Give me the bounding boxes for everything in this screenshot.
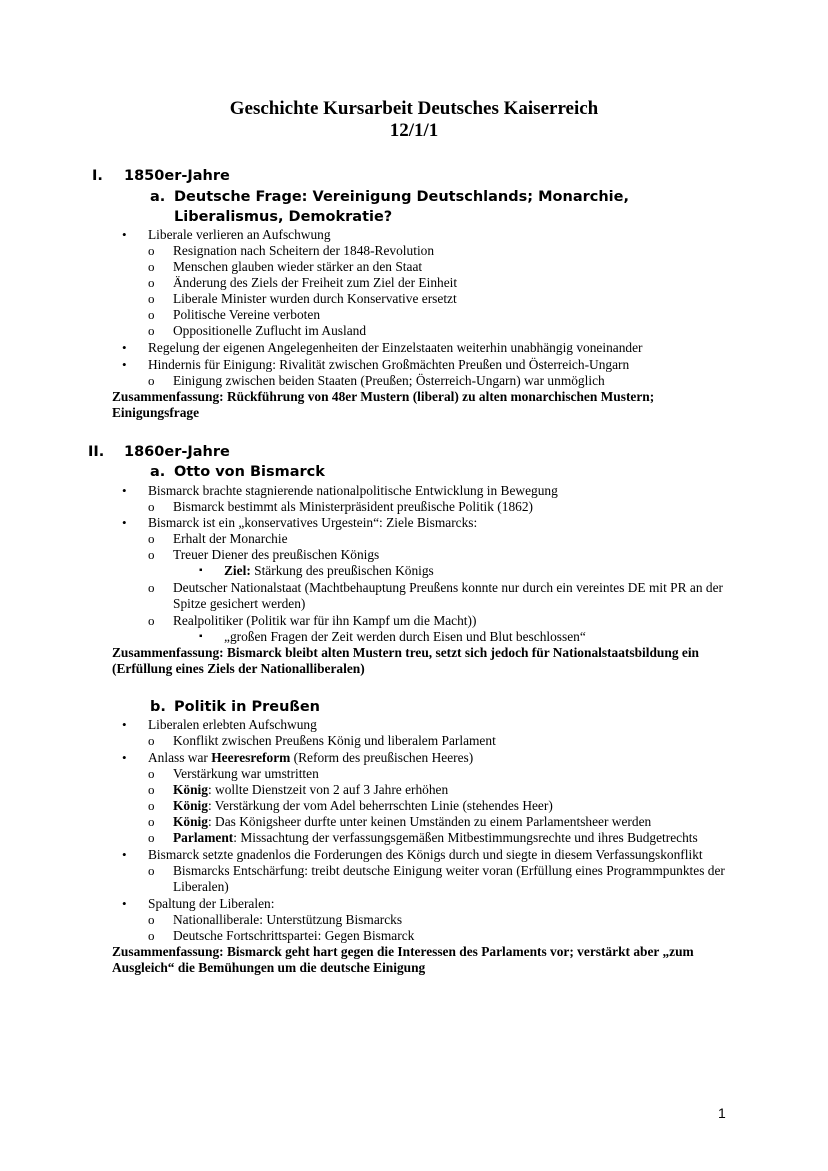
subsection-number: a. (150, 464, 166, 480)
summary-text: Zusammenfassung: Bismarck bleibt alten Mustern treu, setzt sich jedoch für Nationalstaatsbildung ein (Erfüllung eines Ziels der Nationalliberalen) (112, 645, 699, 676)
list-item: Erhalt der Monarchie (173, 531, 288, 546)
bullet-marker: o (148, 830, 155, 845)
keyword: König (173, 798, 208, 813)
section-title: 1850er-Jahre (124, 168, 230, 184)
anlass-suffix: (Reform des preußischen Heeres) (290, 750, 474, 765)
list-item: Spaltung der Liberalen: (148, 896, 275, 911)
section-number: II. (88, 444, 105, 460)
bullet-marker: o (148, 782, 155, 797)
anlass-keyword: Heeresreform (211, 750, 291, 765)
subsection-title: Otto von Bismarck (174, 464, 325, 480)
ziel-text: Stärkung des preußischen Königs (254, 563, 434, 578)
bullet-marker: • (122, 227, 127, 242)
bullet-marker: o (148, 613, 155, 628)
list-item: Oppositionelle Zuflucht im Ausland (173, 323, 367, 338)
item-text: : Verstärkung der vom Adel beherrschten Linie (stehendes Heer) (207, 798, 553, 813)
bullet-marker: o (148, 243, 155, 258)
bullet-marker: • (122, 750, 127, 765)
bullet-marker: • (122, 847, 127, 862)
bullet-marker: o (148, 323, 155, 338)
list-item: Treuer Diener des preußischen Königs (173, 547, 380, 562)
list-item: Nationalliberale: Unterstützung Bismarcks (173, 912, 403, 927)
bullet-marker: o (148, 275, 155, 290)
keyword: König (173, 814, 208, 829)
title-line-2: 12/1/1 (389, 120, 439, 141)
list-item: Bismarck bestimmt als Ministerpräsident preußische Politik (1862) (173, 499, 534, 514)
list-item: Deutsche Fortschrittspartei: Gegen Bismarck (173, 928, 415, 943)
list-item (173, 830, 698, 846)
bullet-marker: • (122, 515, 127, 530)
section-title: 1860er-Jahre (124, 444, 230, 460)
subsection-number: b. (150, 699, 166, 715)
list-item (148, 750, 473, 766)
list-item: Realpolitiker (Politik war für ihn Kampf um die Macht)) (173, 613, 477, 628)
bullet-marker: o (148, 912, 155, 927)
title-line-1: Geschichte Kursarbeit Deutsches Kaiserreich (229, 98, 599, 119)
list-item: Konflikt zwischen Preußens König und liberalem Parlament (173, 733, 496, 748)
list-item: Politische Vereine verboten (173, 307, 321, 322)
bullet-marker: • (122, 340, 127, 355)
bullet-marker: o (148, 798, 155, 813)
keyword: König (173, 782, 208, 797)
list-item: Hindernis für Einigung: Rivalität zwischen Großmächten Preußen und Österreich-Ungarn (148, 357, 630, 372)
item-text: : Missachtung der verfassungsgemäßen Mitbestimmungsrechte und ihres Budgetrechts (233, 830, 698, 845)
summary-text: Zusammenfassung: Rückführung von 48er Mustern (liberal) zu alten monarchischen Mustern; Einigungsfrage (112, 389, 655, 420)
list-item: Liberale Minister wurden durch Konservative ersetzt (173, 291, 457, 306)
bullet-marker: • (122, 896, 127, 911)
bullet-marker: o (148, 547, 155, 562)
list-item: Bismarck brachte stagnierende nationalpolitische Entwicklung in Bewegung (148, 483, 558, 498)
page-number: 1 (718, 1105, 726, 1121)
bullet-marker: o (148, 733, 155, 748)
list-item: Menschen glauben wieder stärker an den Staat (173, 259, 423, 274)
list-item: Resignation nach Scheitern der 1848-Revolution (173, 243, 435, 258)
item-text: : Das Königsheer durfte unter keinen Umständen zu einem Parlamentsheer werden (207, 814, 652, 829)
bullet-marker: o (148, 580, 155, 595)
bullet-marker: o (148, 307, 155, 322)
bullet-marker: o (148, 259, 155, 274)
bullet-marker: o (148, 291, 155, 306)
bullet-marker: o (148, 863, 155, 878)
bullet-marker: ▪ (199, 565, 203, 576)
list-item: Bismarcks Entschärfung: treibt deutsche Einigung weiter voran (Erfüllung eines Programmpunktes der Liberalen) (173, 863, 725, 894)
list-item: Bismarck ist ein „konservatives Urgestein“: Ziele Bismarcks: (148, 515, 478, 530)
list-item (173, 782, 448, 798)
anlass-prefix: Anlass war (148, 750, 212, 765)
list-item: Änderung des Ziels der Freiheit zum Ziel der Einheit (173, 275, 458, 290)
subsection-number: a. (150, 189, 166, 205)
bullet-marker: • (122, 483, 127, 498)
bullet-marker: o (148, 814, 155, 829)
list-item: Deutscher Nationalstaat (Machtbehauptung Preußens konnte nur durch ein vereintes DE mit PR an der Spitze gesichert werden) (173, 580, 723, 611)
list-item: Bismarck setzte gnadenlos die Forderungen des Königs durch und siegte in diesem Verfassungskonflikt (148, 847, 703, 862)
bullet-marker: o (148, 373, 155, 388)
bullet-marker: o (148, 499, 155, 514)
section-number: I. (92, 168, 103, 184)
ziel-label: Ziel: (224, 563, 251, 578)
bullet-marker: o (148, 928, 155, 943)
subsection-title: Deutsche Frage: Vereinigung Deutschlands; Monarchie, Liberalismus, Demokratie? (174, 189, 629, 225)
bullet-marker: o (148, 531, 155, 546)
list-item (173, 814, 651, 830)
list-item: Verstärkung war umstritten (173, 766, 319, 781)
bullet-marker: • (122, 717, 127, 732)
list-item (173, 798, 553, 814)
keyword: Parlament (173, 830, 234, 845)
list-item: Liberalen erlebten Aufschwung (148, 717, 317, 732)
subsection-title: Politik in Preußen (174, 699, 320, 715)
item-text: : wollte Dienstzeit von 2 auf 3 Jahre erhöhen (207, 782, 449, 797)
bullet-marker: • (122, 357, 127, 372)
bullet-marker: o (148, 766, 155, 781)
document-title (0, 98, 828, 142)
list-item: „großen Fragen der Zeit werden durch Eisen und Blut beschlossen“ (224, 629, 586, 644)
list-item: Liberale verlieren an Aufschwung (148, 227, 331, 242)
list-item (224, 563, 434, 579)
list-item: Einigung zwischen beiden Staaten (Preußen; Österreich-Ungarn) war unmöglich (173, 373, 605, 388)
list-item: Regelung der eigenen Angelegenheiten der Einzelstaaten weiterhin unabhängig voneinander (148, 340, 643, 355)
bullet-marker: ▪ (199, 631, 203, 642)
summary-text: Zusammenfassung: Bismarck geht hart gegen die Interessen des Parlaments vor; verstärkt aber „zum Ausgleich“ die Bemühungen um die deutsche Einigung (112, 944, 694, 975)
